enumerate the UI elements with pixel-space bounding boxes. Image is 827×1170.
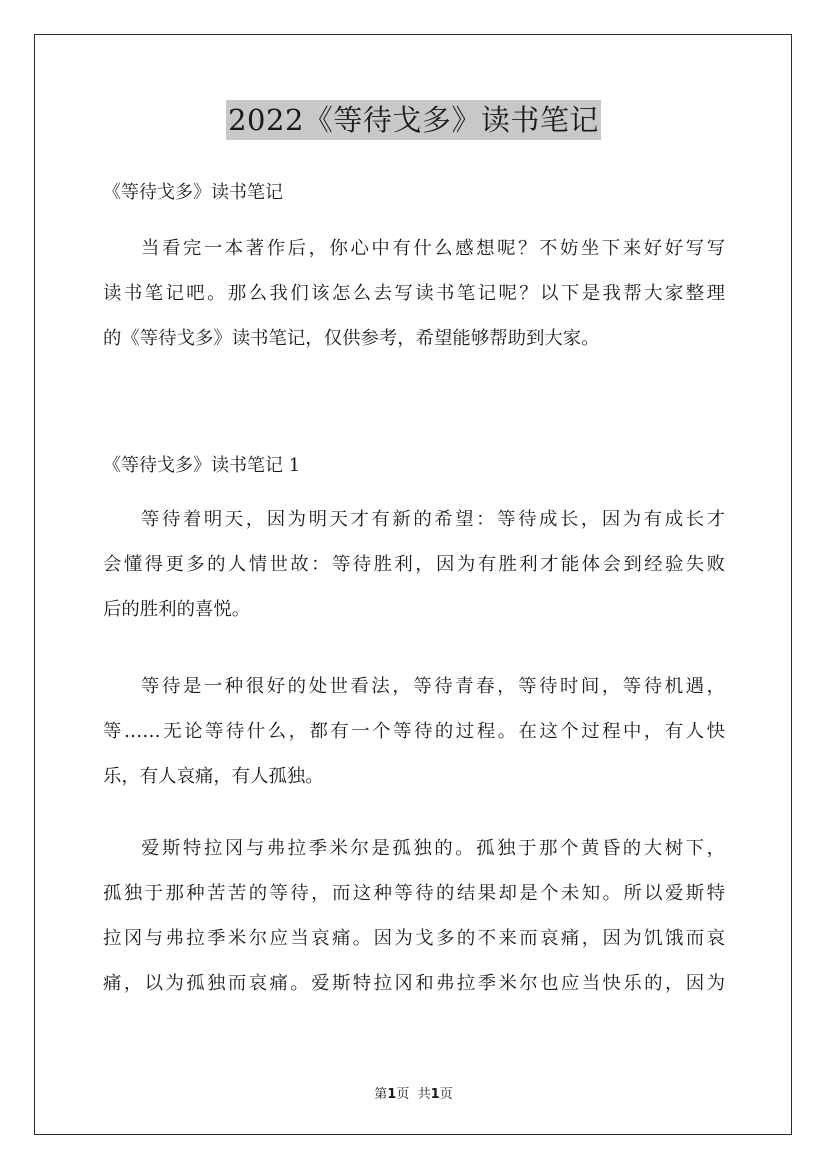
intro-paragraph — [103, 226, 725, 361]
footer-total-prefix: 共 — [417, 1087, 431, 1102]
title-container — [0, 100, 827, 140]
footer-page-suffix: 页 — [396, 1087, 410, 1102]
document-title: 2022《等待戈多》读书笔记 — [226, 100, 601, 140]
footer-page-prefix: 第 — [374, 1087, 388, 1102]
paragraph-line: 孤独于那种苦苦的等待，而这种等待的结果却是个未知。所以爱斯特 — [103, 883, 725, 904]
intro-line: 当看完一本著作后，你心中有什么感想呢？不妨坐下来好好写写 — [141, 238, 725, 259]
paragraph-line: 后的胜利的喜悦。 — [103, 599, 251, 620]
paragraph-2 — [103, 664, 725, 799]
paragraph-line: 等待是一种很好的处世看法，等待青春，等待时间，等待机遇， — [141, 676, 725, 697]
paragraph-line: 会懂得更多的人情世故：等待胜利，因为有胜利才能体会到经验失败 — [103, 554, 725, 575]
paragraph-1 — [103, 497, 725, 632]
footer-total-suffix: 页 — [439, 1087, 453, 1102]
paragraph-line: 等待着明天，因为明天才有新的希望：等待成长，因为有成长才 — [141, 509, 725, 530]
paragraph-line: 等……无论等待什么，都有一个等待的过程。在这个过程中，有人快 — [103, 721, 725, 742]
paragraph-3 — [103, 826, 725, 1006]
paragraph-line: 乐，有人哀痛，有人孤独。 — [103, 766, 324, 787]
paragraph-line: 拉冈与弗拉季米尔应当哀痛。因为戈多的不来而哀痛，因为饥饿而哀 — [103, 928, 725, 949]
footer-page-number: 1 — [387, 1087, 397, 1102]
intro-line: 读书笔记吧。那么我们该怎么去写读书笔记呢？以下是我帮大家整理 — [103, 283, 725, 304]
paragraph-line: 痛，以为孤独而哀痛。爱斯特拉冈和弗拉季米尔也应当快乐的，因为 — [103, 973, 725, 994]
section-heading: 《等待戈多》读书笔记 1 — [103, 455, 301, 476]
document-subtitle: 《等待戈多》读书笔记 — [103, 182, 283, 203]
page-footer — [0, 1083, 827, 1102]
footer-total-number: 1 — [430, 1087, 440, 1102]
intro-line: 的《等待戈多》读书笔记，仅供参考，希望能够帮助到大家。 — [103, 328, 600, 349]
paragraph-line: 爱斯特拉冈与弗拉季米尔是孤独的。孤独于那个黄昏的大树下， — [141, 838, 725, 859]
